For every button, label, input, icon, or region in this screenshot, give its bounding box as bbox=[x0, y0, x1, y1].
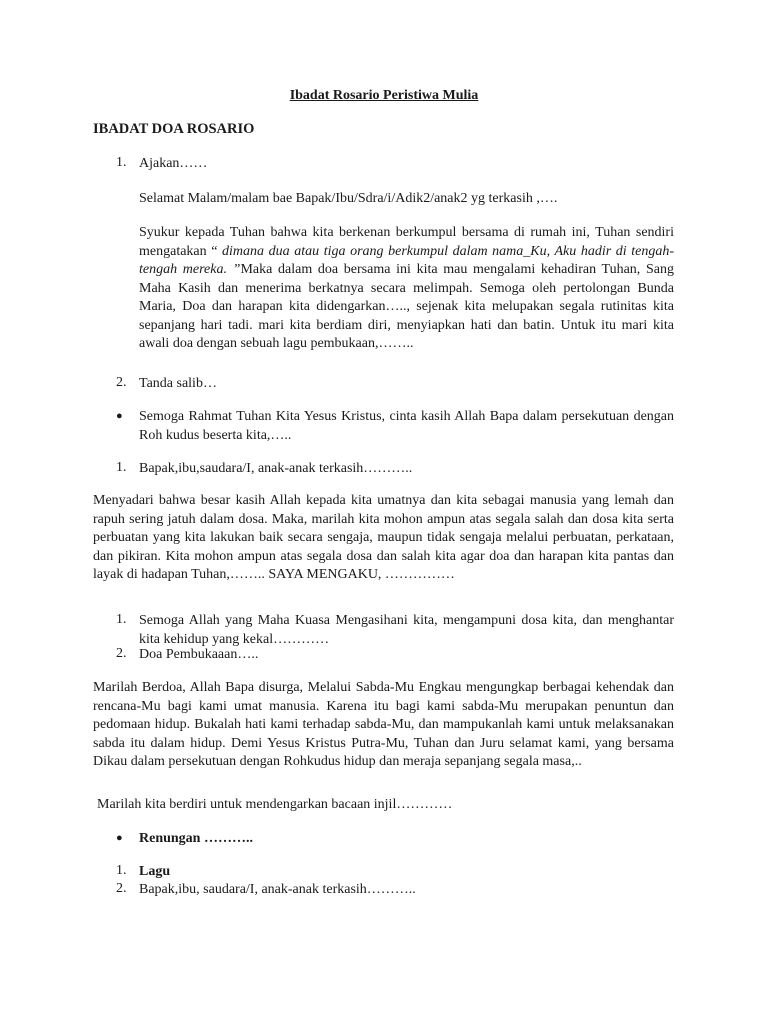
scripture-quote: dimana dua atau tiga orang berkumpul dalam nama_Ku, Aku hadir di tengah-tengah mereka. ” bbox=[139, 243, 674, 277]
list-item-ajakan: Ajakan…… bbox=[139, 156, 208, 171]
list-number: 1. bbox=[116, 612, 127, 627]
opening-paragraph bbox=[139, 224, 674, 354]
prayer-paragraph: Marilah Berdoa, Allah Bapa disurga, Melalui Sabda-Mu Engkau mengungkap berbagai kehendak dan rencana-Mu bagi kami umat manusia. Karena itu bagi kami sabda-Mu merupakan penuntun dan pedomaan hidup. Bukalah hati kami terhadap sabda-Mu, dan mampukanlah kami untuk melaksanakan sabda itu dalam hidup. Demi Yesus Kristus Putra-Mu, Tuhan dan Juru selamat kami, yang bersama Dikau dalam persekutuan dengan Rohkudus hidup dan meraja sepanjang segala masa,.. bbox=[93, 680, 674, 769]
list-item-address: Bapak,ibu,saudara/I, anak-anak terkasih……….. bbox=[139, 461, 413, 476]
document-title: Ibadat Rosario Peristiwa Mulia bbox=[289, 88, 479, 103]
list-number: 1. bbox=[116, 863, 127, 878]
list-item-tanda-salib: Tanda salib… bbox=[139, 376, 217, 391]
blessing-text: Semoga Rahmat Tuhan Kita Yesus Kristus, cinta kasih Allah Bapa dalam persekutuan dengan Roh kudus beserta kita,….. bbox=[139, 409, 674, 443]
opening-paragraph-part1: Syukur kepada Tuhan bahwa kita berkenan berkumpul bersama di rumah ini, Tuhan sendiri mengatakan “ bbox=[139, 225, 674, 259]
gospel-invitation: Marilah kita berdiri untuk mendengarkan bacaan injil………… bbox=[97, 797, 453, 812]
greeting-text: Selamat Malam/malam bae Bapak/Ibu/Sdra/i/Adik2/anak2 yg terkasih ,…. bbox=[139, 191, 558, 206]
list-item-address-2: Bapak,ibu, saudara/I, anak-anak terkasih……….. bbox=[139, 882, 416, 897]
list-number: 2. bbox=[116, 646, 127, 661]
list-item-song: Lagu bbox=[139, 864, 171, 879]
section-heading: IBADAT DOA ROSARIO bbox=[93, 121, 255, 137]
bullet-icon: ● bbox=[116, 832, 123, 844]
list-number: 2. bbox=[116, 881, 127, 896]
bullet-icon: ● bbox=[116, 410, 123, 422]
list-item-opening-prayer: Doa Pembukaaan….. bbox=[139, 647, 259, 662]
reflection-item: Renungan ……….. bbox=[139, 831, 253, 846]
confession-paragraph: Menyadari bahwa besar kasih Allah kepada kita umatnya dan kita sebagai manusia yang lemah dan rapuh sering jatuh dalam dosa. Maka, marilah kita mohon ampun atas segala salah dan dosa kita serta perbuatan yang kita lakukan baik secara sengaja, maupun tidak sengaja melalui perbuatan, perkataan, dan pikiran. Kita mohon ampun atas segala dosa dan salah kita agar doa dan harapan kita pantas dan layak di hadapan Tuhan,…….. SAYA MENGAKU, …………… bbox=[93, 493, 674, 582]
list-item-absolution: Semoga Allah yang Maha Kuasa Mengasihani kita, mengampuni dosa kita, dan menghantar kita kehidup yang kekal………… bbox=[139, 613, 674, 647]
list-number: 1. bbox=[116, 460, 127, 475]
opening-paragraph-part2: Maka dalam doa bersama ini kita mau mengalami kehadiran Tuhan, Sang Maha Kasih dan menerima berkatnya secara melimpah. Semoga oleh pertolongan Bunda Maria, Doa dan harapan kita didengarkan….., sejenak kita melupakan segala rutinitas kita sepanjang hari tadi. mari kita berdiam diri, menyiapkan hati dan batin. Untuk itu mari kita awali doa dengan sebuah lagu pembukaan,…….. bbox=[139, 262, 674, 351]
list-number: 2. bbox=[116, 375, 127, 390]
list-number: 1. bbox=[116, 155, 127, 170]
